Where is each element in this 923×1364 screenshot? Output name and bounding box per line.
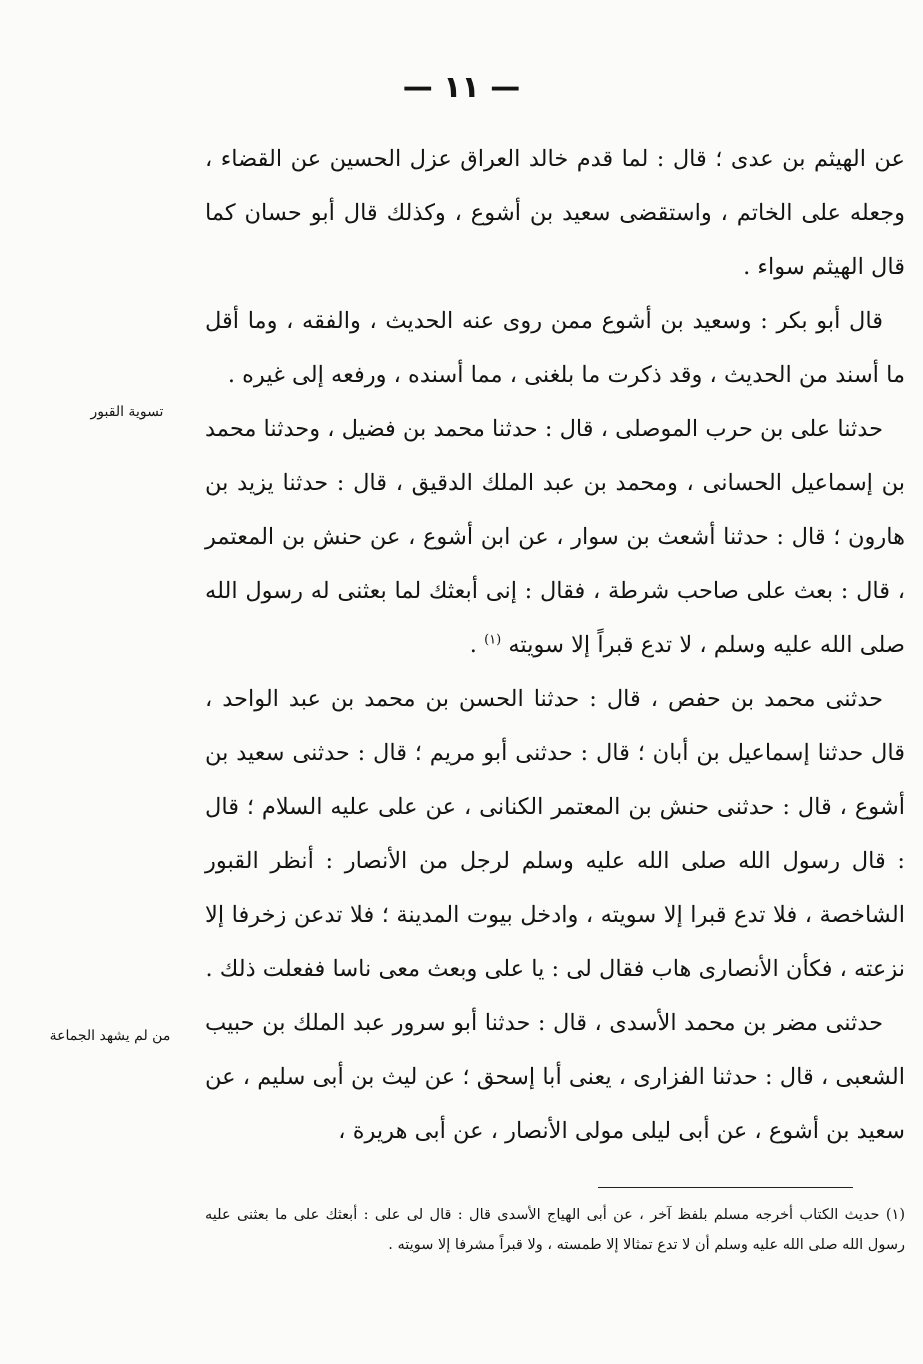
paragraph-text: حدثنا على بن حرب الموصلى ، قال : حدثنا محمد بن فضيل ، وحدثنا محمد بن إسماعيل الحسانى ، ومحمد بن عبد الملك الدقيق ، قال : حدثنا يزيد بن هارون ؛ قال : حدثنا أشعث بن سوار ، عن ابن أشوع ، عن حنش بن المعتمر ، قال : بعث على صاحب شرطة ، فقال : إنى أبعثك لما بعثنى له رسول الله صلى الله عليه وسلم ، لا تدع قبراً إلا سويته [205,416,905,658]
footnote-reference: (١) [484,632,502,648]
footnote-divider [598,1187,853,1188]
footnote: (١) حديث الكتاب أخرجه مسلم بلفظ آخر ، عن أبى الهياج الأسدى قال : قال لى على : أبعثك على ما بعثنى عليه رسول الله صلى الله عليه وسلم أن لا تدع تمثالا إلا طمسته ، ولا قبراً مشرفا إلا سويته . [205,1207,905,1253]
footnotes [205,1200,905,1260]
paragraph-end: . [469,632,485,658]
page-number: — ١١ — [402,70,521,105]
margin-note-graves: تسوية القبور [90,404,164,420]
paragraph: عن الهيثم بن عدى ؛ قال : لما قدم خالد العراق عزل الحسين عن القضاء ، وجعله على الخاتم ، واستقضى سعيد بن أشوع ، وكذلك قال أبو حسان كما قال الهيثم سواء . [205,146,905,280]
paragraph: حدثنى محمد بن حفص ، قال : حدثنا الحسن بن محمد بن عبد الواحد ، قال حدثنا إسماعيل بن أبان ؛ قال : حدثنى أبو مريم ؛ قال : حدثنى سعيد بن أشوع ، قال : حدثنى حنش بن المعتمر الكنانى ، عن على عليه السلام ؛ قال : قال رسول الله صلى الله عليه وسلم لرجل من الأنصار : أنظر القبور الشاخصة ، فلا تدع قبرا إلا سويته ، وادخل بيوت المدينة ؛ فلا تدعن زخرفا إلا نزعته ، فكأن الأنصارى هاب فقال لى : يا على وبعث معى ناسا ففعلت ذلك . [205,686,905,982]
paragraph-with-footnote [205,402,905,672]
margin-note-congregation: من لم يشهد الجماعة [49,1028,171,1044]
paragraph: حدثنى مضر بن محمد الأسدى ، قال : حدثنا أبو سرور عبد الملك بن حبيب الشعبى ، قال : حدثنا الفزارى ، يعنى أبا إسحق ؛ عن ليث بن أبى سليم ، عن سعيد بن أشوع ، عن أبى ليلى مولى الأنصار ، عن أبى هريرة ، [205,1010,905,1144]
main-text [205,132,905,1158]
paragraph: قال أبو بكر : وسعيد بن أشوع ممن روى عنه الحديث ، والفقه ، وما أقل ما أسند من الحديث ، وقد ذكرت ما بلغنى ، مما أسنده ، ورفعه إلى غيره . [205,308,905,388]
